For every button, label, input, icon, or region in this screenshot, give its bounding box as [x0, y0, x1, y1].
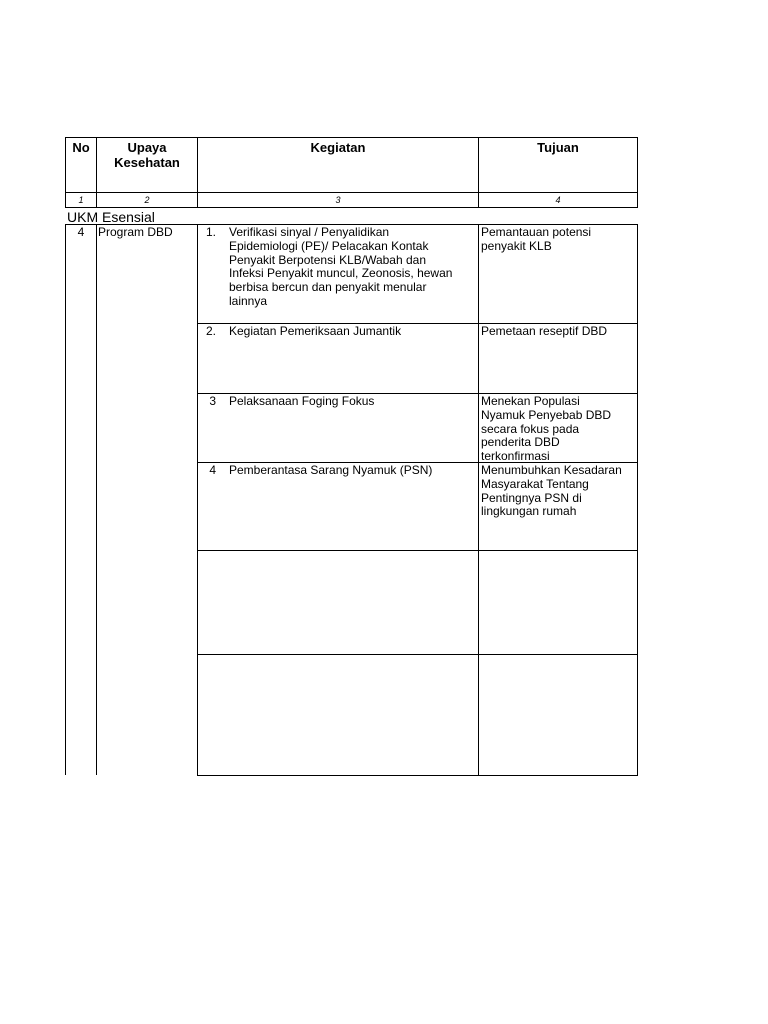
header-upaya-kesehatan: Upaya Kesehatan	[96, 137, 198, 193]
header-kegiatan: Kegiatan	[197, 137, 479, 193]
kegiatan-cell	[197, 224, 479, 324]
kegiatan-number: 1.	[205, 225, 216, 239]
kegiatan-cell	[197, 323, 479, 394]
column-number-1: 1	[65, 192, 97, 208]
tujuan-text: Menumbuhkan Kesadaran Masyarakat Tentang Pentingnya PSN di lingkungan rumah	[481, 463, 622, 519]
program-number: 4	[65, 224, 97, 775]
tujuan-cell	[478, 323, 638, 394]
header-no: No	[65, 137, 97, 193]
tujuan-cell	[478, 393, 638, 463]
kegiatan-text: Kegiatan Pemeriksaan Jumantik	[229, 324, 402, 338]
column-number-2: 2	[96, 192, 198, 208]
tujuan-cell-empty	[478, 550, 638, 655]
kegiatan-cell-empty	[197, 654, 479, 776]
tujuan-text: Menekan Populasi Nyamuk Penyebab DBD secara fokus pada penderita DBD terkonfirmasi	[481, 394, 612, 464]
column-number-4: 4	[478, 192, 638, 208]
kegiatan-text: Pelaksanaan Foging Fokus	[229, 394, 375, 408]
tujuan-cell	[478, 224, 638, 324]
kegiatan-text: Pemberantasa Sarang Nyamuk (PSN)	[229, 463, 433, 477]
kegiatan-text: Verifikasi sinyal / Penyalidikan Epidemiologi (PE)/ Pelacakan Kontak Penyakit Berpotensi KLB/Wabah dan Infeksi Penyakit muncul, Zeonosis, hewan berbisa bercun dan penyakit menular lainnya	[229, 225, 453, 308]
section-label: UKM Esensial	[67, 209, 155, 225]
tujuan-cell	[478, 462, 638, 551]
column-number-3: 3	[197, 192, 479, 208]
kegiatan-number: 3	[209, 394, 216, 408]
tujuan-cell-empty	[478, 654, 638, 776]
program-name: Program DBD	[96, 224, 198, 775]
kegiatan-cell	[197, 393, 479, 463]
kegiatan-cell	[197, 462, 479, 551]
kegiatan-cell-empty	[197, 550, 479, 655]
kegiatan-number: 4	[209, 463, 216, 477]
kegiatan-number: 2.	[205, 324, 216, 338]
tujuan-text: Pemetaan reseptif DBD	[481, 324, 608, 338]
tujuan-text: Pemantauan potensi penyakit KLB	[481, 225, 592, 253]
header-tujuan: Tujuan	[478, 137, 638, 193]
